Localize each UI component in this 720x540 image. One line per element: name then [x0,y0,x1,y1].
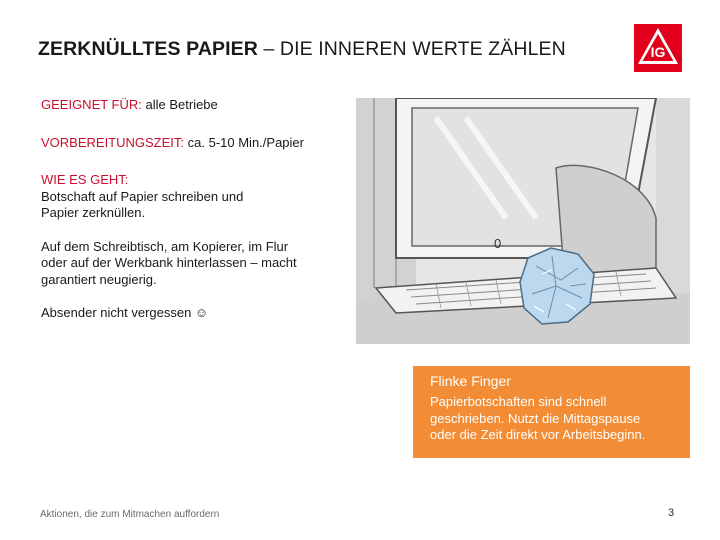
suitable-for [41,97,341,114]
tip-line: Papierbotschaften sind schnell [430,394,607,409]
tip-line: oder die Zeit direkt vor Arbeitsbeginn. [430,427,646,442]
tip-body [430,394,680,444]
suitable-value: alle Betriebe [141,97,218,112]
page-number: 3 [668,507,675,519]
sender-text: Absender nicht vergessen ☺ [41,305,209,320]
placement-line: Auf dem Schreibtisch, am Kopierer, im Flur [41,238,289,254]
placement-line: oder auf der Werkbank hinterlassen – macht [41,255,297,270]
placement [41,239,341,289]
tip-line: geschrieben. Nutzt die Mittagspause [430,410,641,426]
tip-box [413,366,690,458]
placement-line: garantiert neugierig. [41,271,157,287]
tip-title: Flinke Finger [430,373,511,389]
monitor-button-label: 0 [494,236,502,251]
howto-label: WIE ES GEHT: [41,172,129,187]
instructions [41,97,341,339]
title-rest: – DIE INNEREN WERTE ZÄHLEN [257,38,566,60]
prep-value: ca. 5-10 Min./Papier [184,134,304,150]
crumpled-paper-illustration [356,98,690,344]
suitable-label: GEEIGNET FÜR: [41,97,142,112]
prep-label: VORBEREITUNGSZEIT: [41,134,185,150]
sender-note [41,305,341,322]
logo-text: IG [650,44,666,60]
page-title [38,38,566,61]
footer-text: Aktionen, die zum Mitmachen auffordern [40,509,220,520]
title-strong: ZERKNÜLLTES PAPIER [38,38,258,60]
howto-line: Botschaft auf Papier schreiben und [41,188,244,204]
ig-logo-icon [634,24,682,72]
howto-line: Papier zerknüllen. [41,205,146,220]
how-to [41,172,341,222]
prep-time [41,135,341,152]
